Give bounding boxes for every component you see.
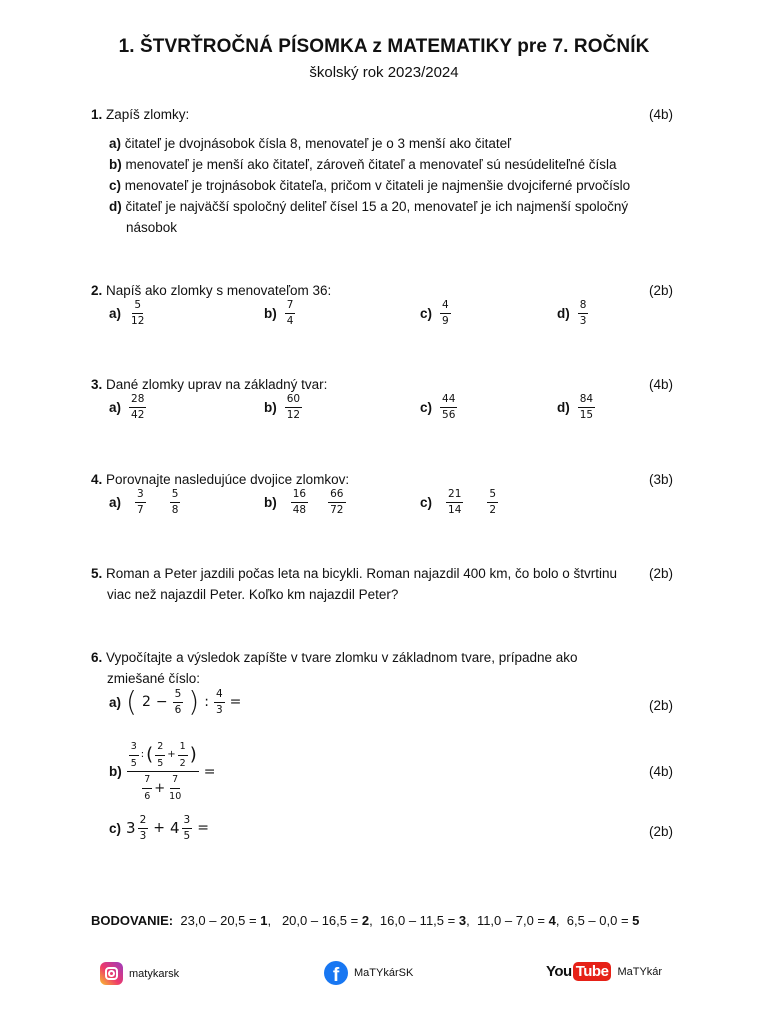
denominator: 4 (286, 314, 294, 327)
option-label: b) (264, 399, 277, 415)
fraction (129, 394, 146, 420)
q2-option-d (557, 300, 588, 326)
instagram-handle: matykarsk (129, 967, 180, 980)
denominator: 48 (292, 503, 307, 516)
scoring-line (91, 913, 639, 928)
q2-option-b (264, 300, 295, 326)
question-4-prompt (91, 472, 349, 487)
numerator: 2 (155, 742, 165, 756)
denominator: 6 (174, 703, 182, 716)
numerator: 5 (487, 489, 498, 503)
question-6-prompt (91, 650, 578, 665)
fraction (285, 394, 302, 420)
facebook-handle: MaTYkárSK (354, 967, 414, 979)
complex-fraction (127, 742, 199, 801)
separator: , (555, 913, 560, 928)
denominator: 5 (130, 757, 137, 769)
scoring-range: 23,0 – 20,5 = (180, 913, 257, 928)
q2-option-a (109, 300, 146, 326)
fraction (285, 300, 296, 326)
q6-a-points: (2b) (648, 698, 673, 713)
denominator: 3 (215, 703, 223, 716)
fraction (578, 394, 595, 420)
question-4-points: (3b) (648, 472, 673, 487)
fraction (138, 815, 149, 841)
fraction (142, 775, 152, 801)
question-text: Napíš ako zlomky s menovateľom 36: (106, 283, 332, 298)
close-paren: ) (188, 685, 200, 718)
item-text: menovateľ je menší ako čitateľ, zároveň čitateľ a menovateľ sú nesúdeliteľné čísla (125, 157, 617, 172)
denominator: 12 (286, 408, 301, 421)
colon-sign: : (204, 694, 209, 710)
denominator: 5 (157, 757, 164, 769)
q3-option-a (109, 394, 146, 420)
denominator: 14 (448, 503, 462, 516)
numerator: 28 (129, 394, 146, 408)
separator: , (267, 913, 272, 928)
fraction (129, 742, 139, 768)
q1-item-a (109, 136, 511, 151)
numerator: 5 (170, 489, 181, 503)
question-text: Porovnajte nasledujúce dvojice zlomkov: (106, 472, 350, 487)
question-number: 6. (91, 650, 103, 665)
plus-sign: + (154, 780, 166, 796)
denominator: 8 (171, 503, 179, 516)
numerator: 7 (285, 300, 296, 314)
plus-sign: + (153, 820, 165, 836)
item-label: a) (109, 136, 122, 151)
option-label: c) (109, 820, 122, 836)
fraction (487, 489, 498, 515)
option-label: a) (109, 694, 122, 710)
page-title: 1. ŠTVRŤROČNÁ PÍSOMKA z MATEMATIKY pre 7. ROČNÍK (118, 36, 650, 57)
instagram-link[interactable] (100, 962, 179, 985)
q6-expression-a (109, 685, 242, 718)
numerator: 1 (178, 742, 188, 756)
numerator: 60 (285, 394, 302, 408)
numerator: 2 (138, 815, 149, 829)
fraction (178, 742, 188, 768)
question-1-prompt (91, 107, 189, 122)
youtube-link[interactable] (546, 962, 662, 981)
question-number: 3. (91, 377, 103, 392)
numerator: 16 (291, 489, 308, 503)
close-paren: ) (189, 744, 197, 765)
question-3-points: (4b) (648, 377, 673, 392)
q1-item-d (109, 199, 628, 214)
plus-sign: + (167, 749, 176, 760)
scoring-range: 20,0 – 16,5 = (281, 913, 359, 928)
q6-expression-c (109, 815, 209, 841)
question-3-prompt (91, 377, 327, 392)
denominator: 10 (169, 790, 182, 802)
option-label: b) (264, 494, 277, 510)
option-label: b) (109, 764, 122, 779)
denominator: 42 (131, 408, 145, 421)
q1-item-b (109, 157, 616, 172)
fraction (214, 689, 225, 715)
page-subtitle: školský rok 2023/2024 (309, 64, 459, 81)
option-label: b) (264, 305, 277, 321)
question-text: Dané zlomky uprav na základný tvar: (106, 377, 328, 392)
separator: , (369, 913, 373, 928)
fraction (173, 689, 184, 715)
numerator: 3 (129, 742, 139, 756)
youtube-icon (546, 962, 611, 981)
scoring-range: 6,5 – 0,0 = (566, 913, 629, 928)
numerator: 44 (440, 394, 457, 408)
whole-number: 4 (169, 819, 180, 837)
youtube-handle: MaTYkár (617, 965, 663, 978)
grade-value: 1 (260, 913, 268, 928)
fraction (182, 815, 193, 841)
option-label: d) (557, 305, 570, 321)
equals-sign: = (229, 694, 242, 710)
q6-expression-b (109, 742, 215, 801)
item-text: menovateľ je trojnásobok čitateľa, pričom v čitateli je najmenšie dvojciferné prvočíslo (124, 178, 631, 193)
question-5-text-line2: viac než najazdil Peter. Koľko km najazdil Peter? (107, 587, 399, 602)
question-6-text-line2: zmiešané číslo: (107, 671, 201, 686)
numerator: 7 (142, 775, 152, 789)
instagram-icon (100, 962, 123, 985)
fraction (446, 489, 463, 515)
numerator: 7 (170, 775, 180, 789)
youtube-logo-you: You (546, 963, 572, 980)
numerator: 8 (578, 300, 589, 314)
grade-value: 2 (361, 913, 370, 928)
q2-option-c (420, 300, 451, 326)
item-label: d) (109, 199, 122, 214)
question-number: 4. (91, 472, 103, 487)
option-label: c) (420, 305, 433, 321)
q4-option-b (264, 489, 346, 515)
numerator: 4 (214, 689, 225, 703)
open-paren: ( (146, 744, 154, 765)
denominator: 2 (179, 757, 186, 769)
numerator: 66 (328, 489, 345, 503)
numerator: 3 (182, 815, 193, 829)
question-2-points: (2b) (648, 283, 673, 298)
numerator: 84 (578, 394, 595, 408)
q3-option-b (264, 394, 302, 420)
denominator: 9 (442, 314, 449, 327)
fraction (155, 742, 165, 768)
item-label: b) (109, 157, 122, 172)
fraction (440, 300, 451, 326)
q4-option-a (109, 489, 180, 515)
option-label: a) (109, 399, 122, 415)
question-number: 1. (91, 107, 103, 122)
denominator: 7 (137, 503, 144, 516)
question-text: Zapíš zlomky: (106, 107, 190, 122)
scoring-label: BODOVANIE: (91, 913, 174, 928)
q3-option-d (557, 394, 595, 420)
question-1-points: (4b) (648, 107, 673, 122)
separator: , (466, 913, 470, 928)
question-text: Vypočítajte a výsledok zapíšte v tvare zlomku v základnom tvare, prípadne ako (106, 650, 578, 665)
option-label: d) (557, 399, 570, 415)
denominator: 3 (139, 829, 147, 842)
youtube-logo-tube: Tube (573, 962, 612, 981)
numerator: 5 (173, 689, 184, 703)
denominator: 3 (579, 314, 587, 327)
complex-numerator (127, 742, 199, 772)
q6-b-points: (4b) (648, 764, 673, 779)
facebook-link[interactable] (324, 961, 413, 985)
denominator: 72 (330, 503, 344, 516)
option-label: a) (109, 305, 122, 321)
grade-value: 5 (632, 913, 640, 928)
mixed-number (126, 815, 148, 841)
numerator: 5 (132, 300, 143, 314)
whole-number: 2 (141, 694, 151, 710)
denominator: 6 (144, 790, 151, 802)
equals-sign: = (197, 820, 209, 836)
denominator: 15 (579, 408, 594, 421)
numerator: 4 (440, 300, 451, 314)
numerator: 21 (446, 489, 463, 503)
q4-option-c (420, 489, 498, 515)
denominator: 5 (183, 829, 191, 842)
denominator: 2 (489, 503, 497, 516)
facebook-icon: f (324, 961, 348, 985)
fraction (578, 300, 589, 326)
colon-sign: : (140, 749, 145, 760)
item-text: čitateľ je najväčší spoločný deliteľ čísel 15 a 20, menovateľ je ich najmenší spoločný (125, 199, 629, 214)
question-text: Roman a Peter jazdili počas leta na bicykli. Roman najazdil 400 km, čo bolo o štvrtinu (106, 566, 618, 581)
complex-denominator (140, 772, 185, 801)
option-label: c) (420, 399, 433, 415)
question-5-prompt (91, 566, 617, 581)
question-number: 5. (91, 566, 103, 581)
q3-option-c (420, 394, 457, 420)
denominator: 12 (131, 314, 145, 327)
item-text: čitateľ je dvojnásobok čísla 8, menovateľ je o 3 menší ako čitateľ (124, 136, 512, 151)
question-5-points: (2b) (648, 566, 673, 581)
question-number: 2. (91, 283, 103, 298)
item-label: c) (109, 178, 122, 193)
q6-c-points: (2b) (648, 824, 673, 839)
whole-number: 3 (126, 819, 136, 837)
q1-item-d-continuation: násobok (126, 220, 178, 235)
minus-sign: − (155, 694, 168, 710)
fraction (129, 300, 146, 326)
denominator: 56 (442, 408, 456, 421)
q1-item-c (109, 178, 630, 193)
grade-value: 3 (458, 913, 467, 928)
question-2-prompt (91, 283, 331, 298)
open-paren: ( (126, 685, 137, 718)
scoring-range: 11,0 – 7,0 = (476, 913, 546, 928)
option-label: c) (420, 494, 433, 510)
fraction (440, 394, 457, 420)
option-label: a) (109, 494, 122, 510)
fraction (328, 489, 345, 515)
mixed-number (170, 815, 192, 841)
grade-value: 4 (548, 913, 556, 928)
fraction (135, 489, 146, 515)
numerator: 3 (135, 489, 146, 503)
scoring-range: 16,0 – 11,5 = (379, 913, 456, 928)
equals-sign: = (203, 763, 216, 780)
fraction (291, 489, 308, 515)
fraction (167, 775, 183, 801)
fraction (170, 489, 181, 515)
